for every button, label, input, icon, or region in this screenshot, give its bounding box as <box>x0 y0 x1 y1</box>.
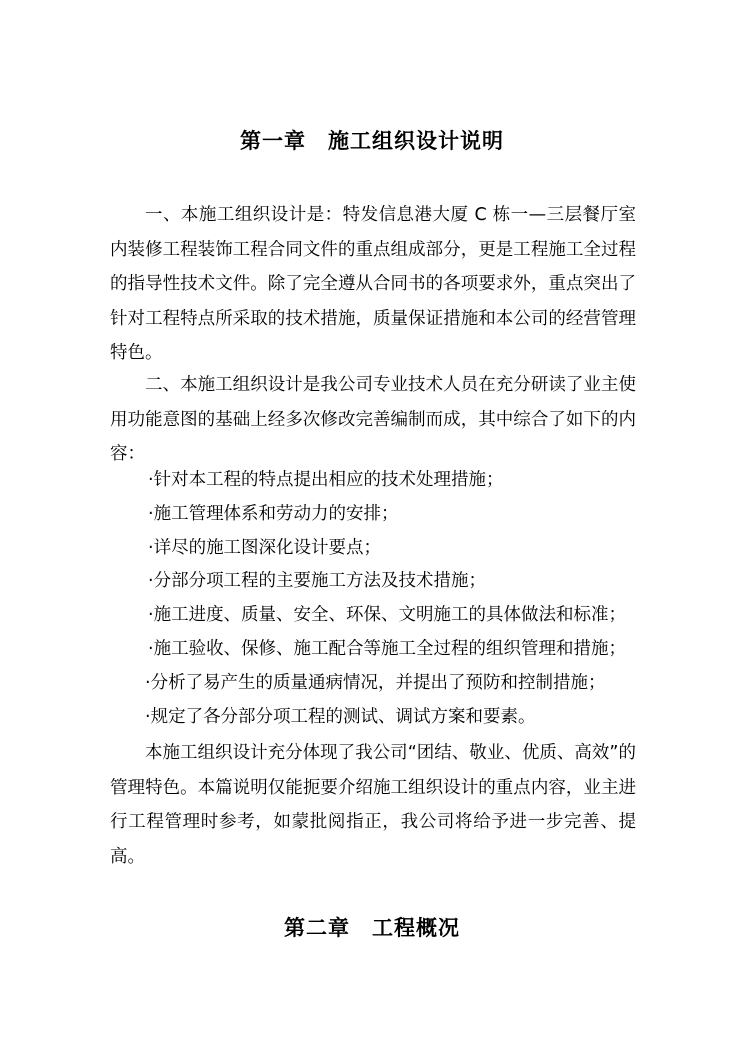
paragraph-1: 一、本施工组织设计是：特发信息港大厦 C 栋一—三层餐厅室内装修工程装饰工程合同文件的重点组成部分，更是工程施工全过程的指导性技术文件。除了完全遵从合同书的各项要求外，重点突出了针对工程特点所采取的技术措施，质量保证措施和本公司的经营管理特色。 <box>110 205 636 364</box>
list-item: ·分析了易产生的质量通病情况，并提出了预防和控制措施； <box>145 672 606 693</box>
list-item: ·规定了各分部分项工程的测试、调试方案和要素。 <box>145 706 536 727</box>
list-item: ·针对本工程的特点提出相应的技术处理措施； <box>148 470 504 490</box>
content-list <box>145 464 627 734</box>
list-item: ·详尽的施工图深化设计要点； <box>148 537 382 558</box>
list-item: ·施工验收、保修、施工配合等施工全过程的组织管理和措施； <box>148 638 627 659</box>
closing-paragraph: 本施工组织设计充分体现了我公司“团结、敬业、优质、高效”的管理特色。本篇说明仅能扼要介绍施工组织设计的重点内容，业主进行工程管理时参考，如蒙批阅指正，我公司将给予进一步完善、提高。 <box>110 743 636 867</box>
chapter-1-title: 第一章 施工组织设计说明 <box>240 129 504 153</box>
list-item: ·施工管理体系和劳动力的安排； <box>148 503 399 524</box>
chapter-2-title: 第二章 工程概况 <box>284 916 460 940</box>
list-item: ·施工进度、质量、安全、环保、文明施工的具体做法和标准； <box>148 605 627 626</box>
list-item: ·分部分项工程的主要施工方法及技术措施； <box>148 571 487 592</box>
paragraph-2: 二、本施工组织设计是我公司专业技术人员在充分研读了业主使用功能意图的基础上经多次修改完善编制而成，其中综合了如下的内容： <box>110 375 636 465</box>
